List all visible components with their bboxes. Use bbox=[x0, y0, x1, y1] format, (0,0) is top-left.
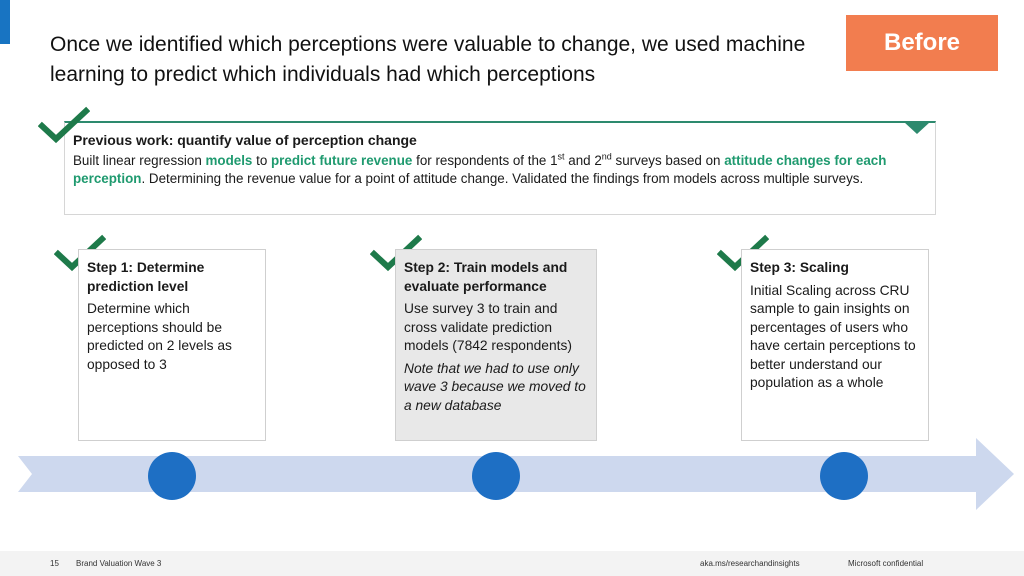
previous-work-text: and 2 bbox=[564, 153, 602, 168]
previous-work-text: to bbox=[252, 153, 271, 168]
slide-title bbox=[50, 30, 870, 90]
slide-title-line-1: Once we identified which perceptions were valuable to change, we used machine bbox=[50, 33, 806, 56]
highlight-models: models bbox=[205, 153, 253, 168]
step-3-body: Initial Scaling across CRU sample to gain insights on percentages of users who have certain perceptions to better understand our population as a whole bbox=[750, 282, 916, 390]
highlight-attitude-changes: attitude changes for each perception bbox=[73, 153, 887, 186]
step-1-body: Determine which perceptions should be predicted on 2 levels as opposed to 3 bbox=[87, 301, 232, 372]
step-2-body: Use survey 3 to train and cross validate prediction models (7842 respondents) bbox=[404, 301, 572, 353]
confidential-label: Microsoft confidential bbox=[848, 559, 924, 568]
previous-work-text: . Determining the revenue value for a point of attitude change. Validated the findings from models across multiple surveys. bbox=[141, 171, 864, 186]
research-link[interactable]: aka.ms/researchandinsights bbox=[700, 559, 800, 568]
superscript-nd: nd bbox=[601, 151, 612, 162]
milestone-2 bbox=[472, 452, 520, 500]
previous-work-text: Built linear regression bbox=[73, 153, 206, 168]
step-2-title: Step 2: Train models and evaluate performance bbox=[404, 260, 568, 294]
step-2-note: Note that we had to use only wave 3 because we moved to a new database bbox=[404, 360, 586, 413]
step-2-card bbox=[395, 249, 597, 441]
deck-name: Brand Valuation Wave 3 bbox=[76, 559, 162, 568]
previous-work-text: surveys based on bbox=[611, 153, 725, 168]
checkmark-icon bbox=[38, 106, 90, 146]
before-badge: Before bbox=[846, 15, 998, 71]
previous-work-heading: Previous work: quantify value of perception change bbox=[73, 132, 417, 148]
previous-work-box bbox=[64, 121, 936, 215]
step-1-title: Step 1: Determine prediction level bbox=[87, 260, 205, 294]
previous-work-body bbox=[73, 152, 925, 188]
page-number: 15 bbox=[50, 559, 59, 568]
step-3-title: Step 3: Scaling bbox=[750, 260, 849, 275]
milestone-1 bbox=[148, 452, 196, 500]
step-1-card bbox=[78, 249, 266, 441]
slide-title-line-2: learning to predict which individuals had which perceptions bbox=[50, 63, 596, 86]
superscript-st: st bbox=[557, 151, 565, 162]
dropdown-triangle-icon bbox=[904, 122, 930, 134]
step-3-card bbox=[741, 249, 929, 441]
highlight-predict-revenue: predict future revenue bbox=[270, 153, 413, 168]
accent-bar bbox=[0, 0, 10, 44]
footer bbox=[0, 551, 1024, 576]
milestone-3 bbox=[820, 452, 868, 500]
previous-work-text: for respondents of the 1 bbox=[412, 153, 558, 168]
